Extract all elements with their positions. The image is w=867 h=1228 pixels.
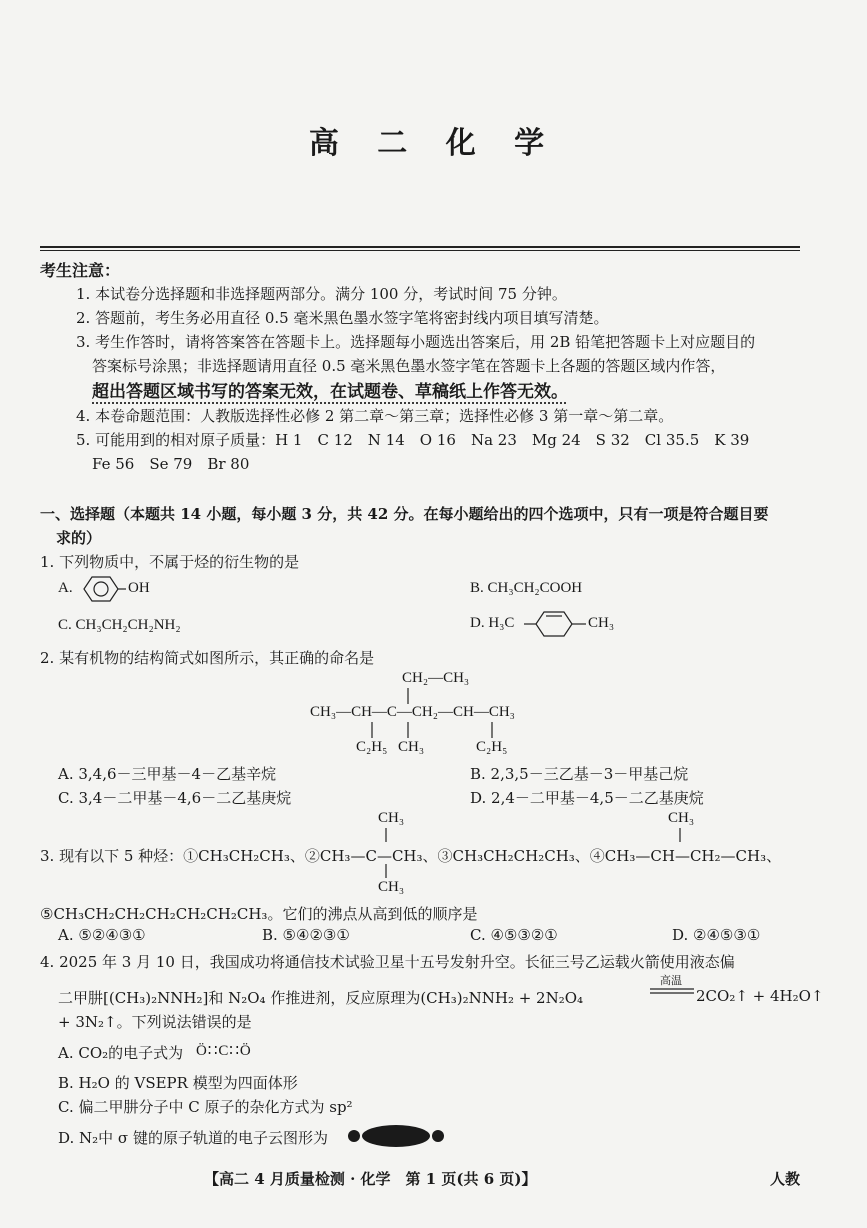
q4-line3: + 3N₂↑。下列说法错误的是 bbox=[58, 1013, 252, 1031]
q2-top-branch: CH₂—CH₃ bbox=[402, 670, 470, 686]
notice-heading: 考生注意： bbox=[40, 261, 121, 280]
q4-option-a-formula: Ö∷C∷Ö bbox=[196, 1043, 252, 1059]
question-3-stem bbox=[40, 845, 781, 866]
q2-option-d: D. 2,4－二甲基－4,5－二乙基庚烷 bbox=[470, 789, 704, 807]
page-title: 高 二 化 学 bbox=[308, 126, 559, 161]
page-footer: 【高二 4 月质量检测 · 化学 第 1 页(共 6 页)】 bbox=[204, 1170, 537, 1188]
q3-c2-center: C bbox=[365, 847, 377, 865]
q3-c2-top: CH₃ bbox=[378, 810, 405, 826]
header-rule bbox=[40, 246, 800, 248]
footer-edition: 人教 bbox=[770, 1170, 801, 1188]
section-heading: 一、选择题（本题共 14 小题，每小题 3 分，共 42 分。在每小题给出的四个选项中，只有一项是符合题目要 bbox=[40, 505, 769, 523]
question-1-stem: 1. 下列物质中，不属于烃的衍生物的是 bbox=[40, 553, 300, 571]
q1-option-d-label: D. H₃C bbox=[470, 615, 515, 631]
q3-c4-center: CH bbox=[650, 847, 675, 865]
q4-line2b: 2CO₂↑ + 4H₂O↑ bbox=[696, 987, 824, 1005]
q1-option-a-label: A. bbox=[58, 580, 73, 596]
notice-item: 4. 本卷命题范围：人教版选择性必修 2 第二章～第三章；选择性必修 3 第一章～第二章。 bbox=[76, 407, 674, 425]
q4-option-c: C. 偏二甲肼分子中 C 原子的杂化方式为 sp² bbox=[58, 1098, 353, 1116]
electron-cloud-icon bbox=[346, 1124, 446, 1148]
question-2-stem: 2. 某有机物的结构简式如图所示，其正确的命名是 bbox=[40, 649, 375, 667]
q4-option-b: B. H₂O 的 VSEPR 模型为四面体形 bbox=[58, 1074, 298, 1092]
q3-line2: ⑤CH₃CH₂CH₂CH₂CH₂CH₂CH₃。它们的沸点从高到低的顺序是 bbox=[40, 905, 478, 923]
bond-line bbox=[384, 828, 388, 842]
q3-prefix: 3. 现有以下 5 种烃：①CH₃CH₂CH₃、②CH₃— bbox=[40, 847, 366, 865]
q4-option-a: A. CO₂的电子式为 bbox=[58, 1044, 184, 1062]
q3-c2-bottom: CH₃ bbox=[378, 879, 405, 895]
bond-line bbox=[678, 828, 682, 842]
cyclohexene-ring-icon bbox=[524, 609, 594, 639]
q2-sub-right: C₂H₅ bbox=[476, 739, 508, 755]
bond-lines bbox=[310, 722, 570, 740]
q1-option-c: C. CH₃CH₂CH₂NH₂ bbox=[58, 617, 181, 633]
q2-option-c: C. 3,4－二甲基－4,6－二乙基庚烷 bbox=[58, 789, 292, 807]
q3-option-b: B. ⑤④②③① bbox=[262, 926, 350, 944]
equals-sign-icon bbox=[650, 988, 694, 994]
bond-line bbox=[406, 688, 410, 704]
notice-item: 3. 考生作答时，请将答案答在答题卡上。选择题每小题选出答案后，用 2B 铅笔把答题卡上对应题目的 bbox=[76, 333, 756, 351]
header-rule-thin bbox=[40, 250, 800, 251]
q3-after4: —CH₂—CH₃、 bbox=[674, 847, 782, 865]
q3-option-a: A. ⑤②④③① bbox=[58, 926, 146, 944]
q4-line2a: 二甲肼[(CH₃)₂NNH₂]和 N₂O₄ 作推进剂，反应原理为(CH₃)₂NNH₂ + 2N₂O₄ bbox=[58, 989, 584, 1007]
q3-after2: —CH₃、③CH₃CH₂CH₂CH₃、④CH₃— bbox=[376, 847, 651, 865]
q2-option-a: A. 3,4,6－三甲基－4－乙基辛烷 bbox=[58, 765, 277, 783]
q3-c4-top: CH₃ bbox=[668, 810, 695, 826]
q1-option-b: B. CH₃CH₂COOH bbox=[470, 580, 583, 596]
q3-option-c: C. ④⑤③②① bbox=[470, 926, 558, 944]
q3-option-d: D. ②④⑤③① bbox=[672, 926, 761, 944]
notice-item: 1. 本试卷分选择题和非选择题两部分。满分 100 分，考试时间 75 分钟。 bbox=[76, 285, 567, 303]
q2-option-b: B. 2,3,5－三乙基－3－甲基己烷 bbox=[470, 765, 689, 783]
benzene-ring-icon bbox=[76, 574, 126, 604]
notice-item: 5. 可能用到的相对原子质量：H 1 C 12 N 14 O 16 Na 23 Mg 24 S 32 Cl 35.5 K 39 bbox=[76, 431, 750, 449]
notice-item-emphasis: 超出答题区域书写的答案无效，在试题卷、草稿纸上作答无效。 bbox=[92, 382, 568, 402]
notice-item: 2. 答题前，考生务必用直径 0.5 毫米黑色墨水签字笔将密封线内项目填写清楚。 bbox=[76, 309, 609, 327]
q2-sub-left: C₂H₅ bbox=[356, 739, 388, 755]
bond-line bbox=[384, 864, 388, 878]
q1-option-d-right: CH₃ bbox=[588, 615, 615, 631]
q4-option-d: D. N₂中 σ 键的原子轨道的电子云图形为 bbox=[58, 1129, 328, 1147]
q1-option-a-group: OH bbox=[128, 580, 150, 596]
notice-item: Fe 56 Se 79 Br 80 bbox=[92, 455, 250, 473]
section-heading-cont: 求的） bbox=[56, 529, 102, 547]
reaction-condition: 高温 bbox=[660, 974, 682, 987]
question-4-stem: 4. 2025 年 3 月 10 日，我国成功将通信技术试验卫星十五号发射升空。长征三号乙运载火箭使用液态偏 bbox=[40, 953, 735, 971]
q2-sub-mid: CH₃ bbox=[398, 739, 425, 755]
notice-item: 答案标号涂黑；非选择题请用直径 0.5 毫米黑色墨水签字笔在答题卡上各题的答题区域内作答， bbox=[92, 357, 726, 375]
q2-main-chain: CH₃—CH—C—CH₂—CH—CH₃ bbox=[310, 704, 515, 720]
